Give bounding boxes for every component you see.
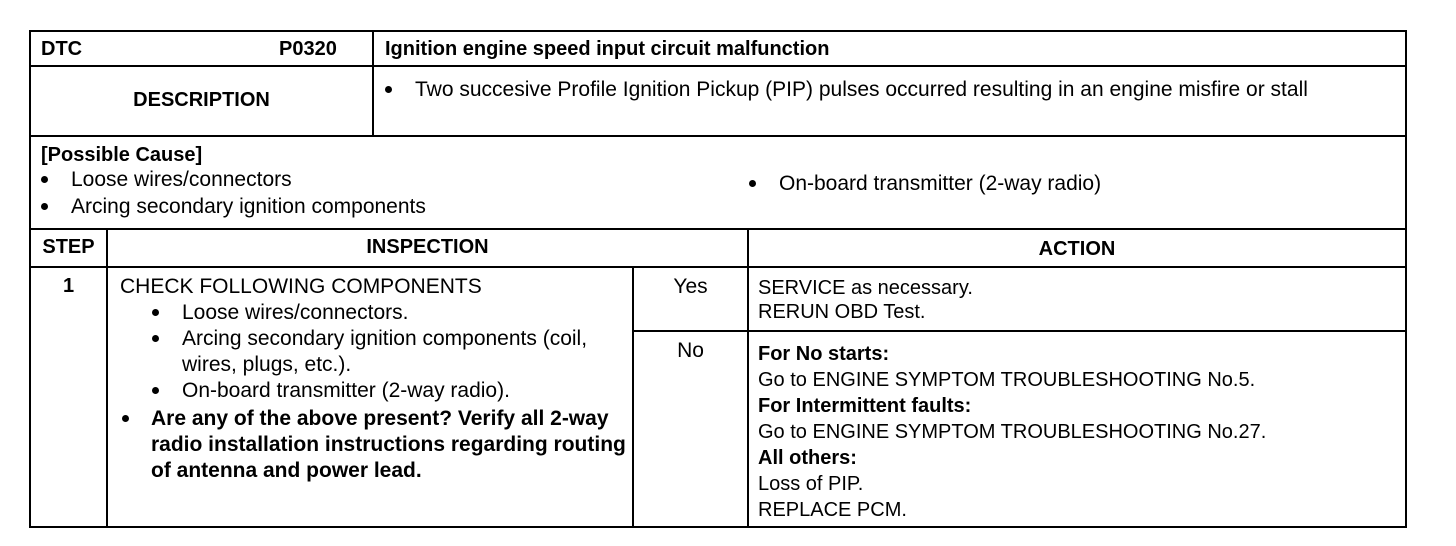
dtc-code: P0320	[279, 38, 337, 60]
inspection-question-text: Are any of the above present? Verify all 2-way radio installation instructions regarding routing of antenna and power lead.	[151, 407, 626, 482]
cause-item	[749, 171, 1389, 197]
dtc-title: Ignition engine speed input circuit malfunction	[385, 38, 830, 60]
column-header-inspection: INSPECTION	[366, 236, 489, 258]
no-action-line: REPLACE PCM.	[758, 499, 907, 521]
yes-action-line: RERUN OBD Test.	[758, 301, 926, 323]
inspection-question	[122, 406, 627, 484]
cause-text: Arcing secondary ignition components	[71, 195, 426, 218]
inspection-item	[152, 300, 627, 326]
no-label: No	[677, 339, 704, 362]
inspection-item-text: On-board transmitter (2-way radio).	[182, 379, 510, 402]
cause-item	[41, 194, 721, 220]
bullet-icon	[749, 180, 756, 187]
inspection-item-text: Loose wires/connectors.	[182, 301, 409, 324]
bullet-icon	[152, 309, 159, 316]
possible-cause-heading: [Possible Cause]	[41, 144, 203, 166]
column-header-step: STEP	[42, 236, 95, 258]
inspection-item-text: Arcing secondary ignition components (coil, wires, plugs, etc.).	[182, 327, 588, 376]
no-action-line: Loss of PIP.	[758, 473, 864, 495]
dtc-document-table	[29, 30, 1407, 528]
description-item	[385, 77, 1395, 103]
row-divider-description	[31, 135, 1405, 137]
yes-action-line: SERVICE as necessary.	[758, 277, 973, 299]
bullet-icon	[41, 203, 48, 210]
inspection-title: CHECK FOLLOWING COMPONENTS	[120, 275, 482, 298]
no-action-line: For Intermittent faults:	[758, 395, 972, 417]
inspection-item	[152, 378, 627, 404]
cause-text: On-board transmitter (2-way radio)	[779, 172, 1102, 195]
description-label: DESCRIPTION	[133, 89, 270, 111]
row-divider-cause	[31, 228, 1405, 230]
step-number: 1	[62, 275, 75, 297]
col-divider-yes-no	[632, 266, 634, 526]
no-action-line: All others:	[758, 447, 857, 469]
cause-item	[41, 167, 721, 193]
row-divider-dtc	[31, 65, 1405, 67]
no-action-line: Go to ENGINE SYMPTOM TROUBLESHOOTING No.27.	[758, 421, 1267, 443]
inspection-item	[152, 326, 627, 378]
bullet-icon	[41, 176, 48, 183]
no-action-line: Go to ENGINE SYMPTOM TROUBLESHOOTING No.5.	[758, 369, 1256, 391]
row-divider-table-header	[31, 266, 1405, 268]
bullet-icon	[152, 335, 159, 342]
bullet-icon	[122, 415, 129, 422]
no-action-line: For No starts:	[758, 343, 890, 365]
description-text: Two succesive Profile Ignition Pickup (PIP) pulses occurred resulting in an engine misfire or stall	[415, 78, 1308, 101]
col-divider-step	[106, 228, 108, 526]
dtc-label: DTC	[41, 38, 83, 60]
cause-text: Loose wires/connectors	[71, 168, 292, 191]
col-divider-header	[372, 32, 374, 135]
yes-label: Yes	[673, 275, 708, 298]
bullet-icon	[385, 86, 392, 93]
column-header-action: ACTION	[1038, 238, 1116, 260]
col-divider-action	[747, 228, 749, 526]
bullet-icon	[152, 387, 159, 394]
